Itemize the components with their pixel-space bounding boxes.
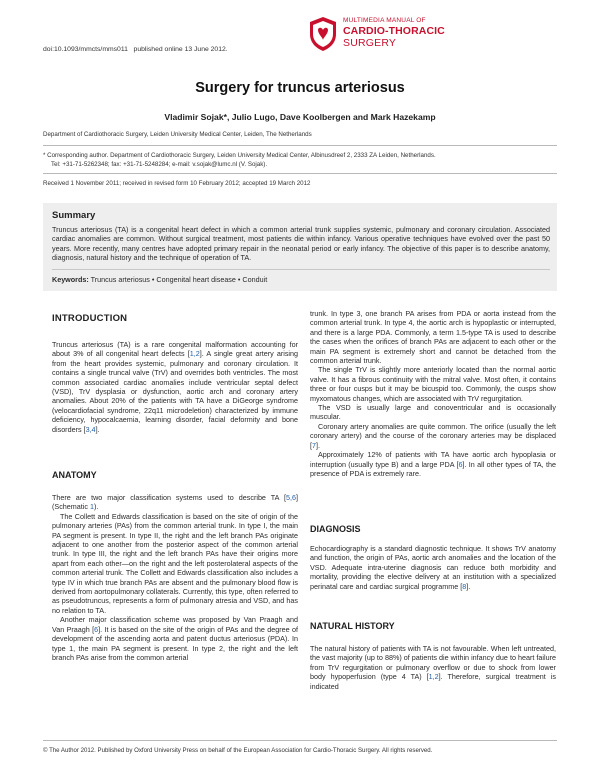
citation-link[interactable]: 7 xyxy=(312,440,316,450)
section-heading-natural-history: NATURAL HISTORY xyxy=(310,621,395,631)
section-heading-introduction: INTRODUCTION xyxy=(52,313,128,324)
paragraph: There are two major classification systems used to describe TA [5,6] (Schematic 1). xyxy=(52,493,298,512)
section-heading-diagnosis: DIAGNOSIS xyxy=(310,524,361,534)
paragraph: trunk. In type 3, one branch PA arises from PDA or aorta instead from the common arterial trunk. In type 4, the aortic arch is hypoplastic or interrupted, and there is a large PDA. Commonly, a term 1.5-type TA is used to describe the cases when the orifices of branch PAs are adjacent to each other or the main PA segment is extremely short and cannot be detached from the common arterial trunk. xyxy=(310,309,556,366)
anatomy-text-continued xyxy=(310,309,556,478)
keywords-list: Truncus arteriosus • Congenital heart disease • Conduit xyxy=(90,275,268,284)
keywords-label: Keywords: xyxy=(52,275,89,284)
journal-seal-icon xyxy=(308,16,338,52)
copyright-footer: © The Author 2012. Published by Oxford University Press on behalf of the European Association for Cardio-Thoracic Surgery. All rights reserved. xyxy=(43,747,433,754)
keywords xyxy=(52,275,267,284)
published-date: published online 13 June 2012. xyxy=(133,46,228,53)
paragraph: Approximately 12% of patients with TA have aortic arch hypoplasia or interruption (usually type B) and a large PDA [6]. In all other types of TA, the presence of PDA is extremely rare. xyxy=(310,450,556,478)
citation-link[interactable]: 1,2 xyxy=(428,672,439,682)
summary-heading: Summary xyxy=(52,210,96,221)
correspondence-contact: Tel: +31-71-5262348; fax: +31-71-5248284; e-mail: v.sojak@lumc.nl (V. Sojak). xyxy=(51,160,268,168)
divider xyxy=(52,269,550,270)
paragraph: The Collett and Edwards classification is based on the site of origin of the pulmonary arteries (PAs) from the common arterial trunk. In type I, the main PA segment is present. In type II, the right and the left branch PAs originate adjacent to one another from the posterior aspect of the common arterial trunk. In type III, the right and the left branch PAs have their origins more apart from each other—on the right and the left posterolateral aspects of the common arterial trunk. The Collett and Edwards classification also includes a type IV in which true branch PAs are absent and the pulmonary blood flow is derived from aortopulmonary collaterals. Currently, this type, often referred to as pseudotruncus, represents a form of pulmonary atresia and VSD, and has no relation to TA. xyxy=(52,511,298,615)
citation-link[interactable]: 6 xyxy=(94,624,99,634)
paragraph: Another major classification scheme was proposed by Van Praagh and Van Praagh [6]. It is based on the site of the origin of PAs and the degree of development of the ascending aorta and patent ductus arteriosus (PDA). In type 1, the main PA segment is present. In type 2, the right and the left branch PAs arise from the common arterial xyxy=(52,615,298,662)
anatomy-text xyxy=(52,493,298,662)
correspondence-address: * Corresponding author. Department of Cardiothoracic Surgery, Leiden University Medical Center, Albinusdreef 2, 2333 ZA Leiden, Netherlands. xyxy=(43,152,436,159)
logo-line-3: SURGERY xyxy=(343,37,397,49)
doi[interactable]: doi:10.1093/mmcts/mms011 xyxy=(43,46,128,53)
correspondence xyxy=(43,152,563,169)
schematic-link[interactable]: 1 xyxy=(89,502,94,512)
diagnosis-text xyxy=(310,544,556,591)
journal-logo[interactable] xyxy=(343,17,445,49)
logo-line-2: CARDIO-THORACIC xyxy=(343,25,445,37)
summary-text: Truncus arteriosus (TA) is a congenital heart defect in which a common arterial trunk supplies systemic, pulmonary and coronary circulation. Associated cardiac anomalies are common. Without surgical treatment, most patients die within infancy. Various operative techniques have evolved over the past 50 years. More recently, many centres have adopted primary repair in the neonatal period or early infancy. The objective of this paper is to describe anatomy, diagnosis, natural history and the technique of operation of TA. xyxy=(52,225,550,263)
citation-link[interactable]: 6 xyxy=(458,459,463,469)
article-title: Surgery for truncus arteriosus xyxy=(195,80,405,96)
divider xyxy=(43,740,557,741)
logo-line-1: MULTIMEDIA MANUAL OF xyxy=(343,17,426,24)
paragraph: Truncus arteriosus (TA) is a rare congenital malformation accounting for about 3% of all congenital heart defects [1,2]. A single great artery arising from the heart provides systemic, pulmonary and coronary circulation. It contains a single truncal valve (TrV) and overrides both ventricles. The most common associated cardiac anomalies include ventricular septal defect (VSD), TrV dysplasia or dysfunction, aortic arch and coronary artery anomalies. About 20% of the patients with TA have a DiGeorge syndrome (velocardiofacial syndrome, 22q11 microdeletion) characterized by immune deficiency, hypocalcaemia, learning disorder, facial deformity and bone disorders [3,4]. xyxy=(52,340,299,434)
section-heading-anatomy: ANATOMY xyxy=(52,470,97,480)
affiliation: Department of Cardiothoracic Surgery, Leiden University Medical Center, Leiden, The Netherlands xyxy=(43,131,312,138)
introduction-text xyxy=(52,340,298,434)
divider xyxy=(43,173,557,174)
paragraph: The single TrV is slightly more anteriorly located than the normal aortic valve. It has a fibrous continuity with the mitral valve. Most often, it contains three or four cusps but it may be bicuspid too. Commonly, the cusps show myxomatous changes, which are associated with TrV regurgitation. xyxy=(310,365,556,403)
doi-line xyxy=(43,46,228,53)
paragraph: The VSD is usually large and conoventricular and is occasionally muscular. xyxy=(310,403,556,422)
paragraph: Echocardiography is a standard diagnostic technique. It shows TrV anatomy and function, the origin of PAs, aortic arch anomalies and the location of the VSD. Adequate intra-uterine diagnosis can reduce both morbidity and mortality, providing the elective delivery at an institution with a specialized perinatal care and cardiac surgical programme [8]. xyxy=(310,544,556,591)
received-dates: Received 1 November 2011; received in revised form 10 February 2012; accepted 19 March 2012 xyxy=(43,180,311,187)
paragraph: Coronary artery anomalies are quite common. The orifice (usually the left coronary artery) and the course of the coronary arteries may be displaced [7]. xyxy=(310,421,556,450)
citation-link[interactable]: 5,6 xyxy=(286,493,296,502)
citation-link[interactable]: 1,2 xyxy=(189,349,200,359)
paragraph: The natural history of patients with TA is not favourable. When left untreated, the vast majority (up to 88%) of patients die within infancy due to heart failure from TrV regurgitation or pulmonary overflow or due to shock from lower body hypoperfusion (type 4 TA) [1,2]. Therefore, surgical treatment is indicated xyxy=(310,644,556,691)
natural-history-text xyxy=(310,644,556,691)
divider xyxy=(43,145,557,146)
author-list: Vladimir Sojak*, Julio Lugo, Dave Koolbergen and Mark Hazekamp xyxy=(164,112,436,122)
citation-link[interactable]: 3,4 xyxy=(85,424,96,434)
citation-link[interactable]: 8 xyxy=(462,581,467,591)
